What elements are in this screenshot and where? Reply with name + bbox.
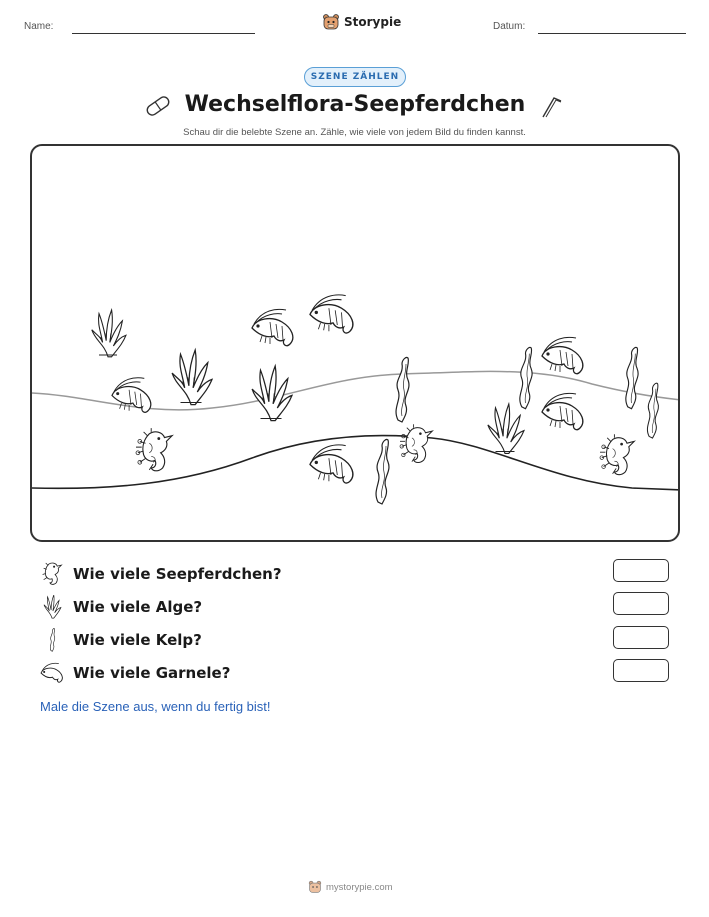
question-label: Wie viele Alge? — [73, 598, 203, 616]
question-kelp — [40, 628, 202, 652]
page-title: Wechselflora-Seepferdchen — [184, 92, 526, 117]
pill-icon — [144, 94, 172, 118]
seahorse-2 — [400, 424, 432, 462]
kelp-3 — [626, 347, 638, 408]
coloring-note: Male die Szene aus, wenn du fertig bist! — [40, 699, 271, 714]
answer-box-shrimp[interactable] — [613, 659, 669, 682]
sea-scene-illustration — [32, 146, 680, 542]
name-label: Name: — [24, 21, 54, 32]
question-shrimp — [40, 661, 230, 685]
shrimp-2 — [310, 295, 353, 333]
answer-box-kelp[interactable] — [613, 626, 669, 649]
kelp-2 — [520, 347, 532, 408]
algae-2 — [172, 350, 212, 405]
storypie-logo — [322, 12, 401, 32]
shrimp-6 — [310, 445, 353, 483]
storypie-mascot-icon — [308, 880, 322, 894]
kelp-icon — [40, 628, 64, 652]
seahorse-1 — [136, 428, 172, 471]
question-label: Wie viele Kelp? — [73, 631, 202, 649]
kelp-1 — [396, 357, 409, 422]
shrimp-4 — [542, 337, 583, 373]
instructions: Schau dir die belebte Szene an. Zähle, wie viele von jedem Bild du finden kannst. — [183, 127, 526, 138]
footer — [308, 880, 393, 894]
scene-count-badge: SZENE ZÄHLEN — [304, 67, 406, 87]
question-algae — [40, 595, 202, 619]
answer-box-seahorse[interactable] — [613, 559, 669, 582]
shrimp-icon — [40, 661, 64, 685]
algae-icon — [40, 595, 64, 619]
question-label: Wie viele Garnele? — [73, 664, 231, 682]
storypie-mascot-icon — [322, 13, 340, 31]
answer-box-algae[interactable] — [613, 592, 669, 615]
question-seahorse — [40, 562, 282, 586]
date-label: Datum: — [493, 21, 526, 32]
straw-icon — [537, 92, 565, 120]
kelp-4 — [647, 383, 658, 438]
footer-site[interactable]: mystorypie.com — [326, 881, 393, 893]
algae-1 — [92, 310, 126, 357]
shrimp-5 — [542, 393, 583, 429]
algae-3 — [252, 366, 292, 421]
brand-name: Storypie — [344, 15, 402, 29]
algae-4 — [488, 404, 524, 453]
name-line[interactable] — [72, 33, 255, 34]
kelp-5 — [376, 439, 389, 504]
question-label: Wie viele Seepferdchen? — [73, 565, 282, 583]
shrimp-1 — [252, 309, 293, 345]
seahorse-3 — [600, 434, 634, 475]
seahorse-icon — [40, 562, 64, 586]
scene-frame — [30, 144, 680, 542]
date-line[interactable] — [538, 33, 686, 34]
